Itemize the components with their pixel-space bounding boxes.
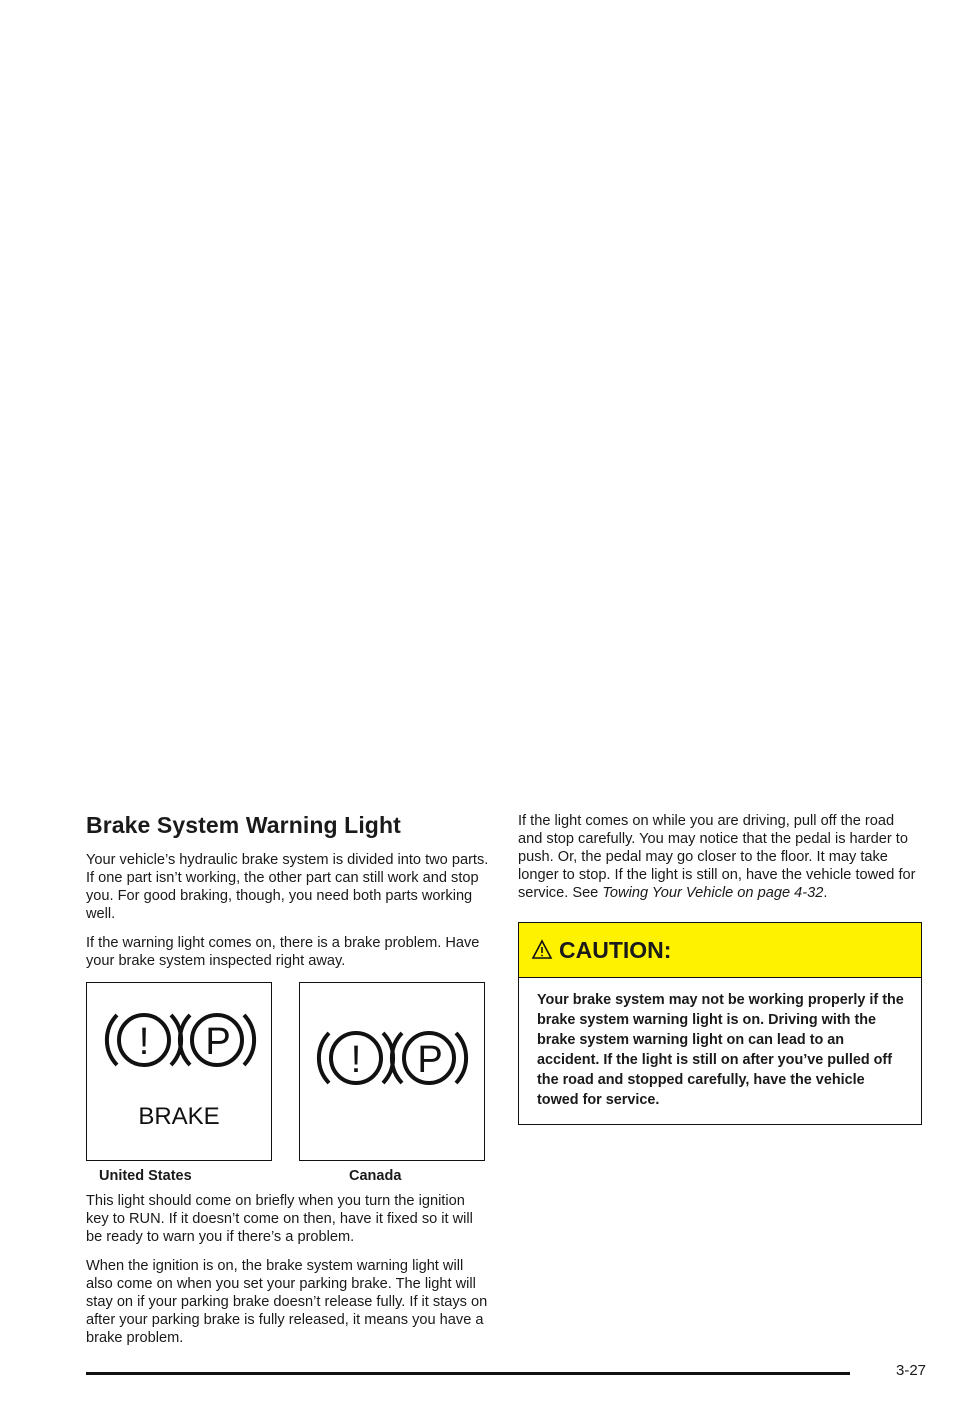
paragraph-intro: Your vehicle’s hydraulic brake system is divided into two parts. If one part isn’t working, the other part can still work and stop you. For good braking, though, you need both parts working well.	[86, 852, 489, 922]
warning-triangle-icon	[531, 939, 553, 961]
caption-united-states: United States	[99, 1168, 192, 1184]
exclaim-glyph: !	[350, 1039, 362, 1081]
brake-label: BRAKE	[138, 1103, 220, 1130]
footer-rule	[86, 1372, 850, 1375]
caution-box	[518, 922, 922, 1125]
caution-title: CAUTION:	[559, 936, 672, 963]
section-title: Brake System Warning Light	[86, 812, 401, 838]
brake-symbol-canada-icon	[300, 983, 483, 1159]
caption-canada: Canada	[349, 1168, 402, 1184]
left-column	[86, 812, 490, 1358]
caution-header	[519, 923, 921, 978]
brake-light-figures	[86, 982, 490, 1186]
page-number: 3-27	[896, 1362, 927, 1379]
paragraph-warning: If the warning light comes on, there is a brake problem. Have your brake system inspected right away.	[86, 935, 480, 969]
p-glyph: P	[205, 1021, 231, 1063]
figure-canada	[299, 982, 485, 1161]
p-glyph: P	[417, 1039, 443, 1081]
paragraph-driving-text: If the light comes on while you are driving, pull off the road and stop carefully. You may notice that the pedal is harder to push. Or, the pedal may go closer to the floor. It may take longer to stop. If the light is still on, have the vehicle towed for service. See	[518, 813, 916, 901]
figure-united-states	[86, 982, 272, 1161]
brake-symbol-us-icon	[87, 983, 270, 1159]
paragraph-parking-brake: When the ignition is on, the brake system warning light will also come on when you set your parking brake. The light will stay on if your parking brake doesn’t release fully. If it stays on after your parking brake is fully released, it means you have a brake problem.	[86, 1258, 488, 1346]
paragraph-driving-end: .	[823, 885, 828, 901]
right-column	[518, 812, 922, 1125]
towing-cross-reference-link[interactable]: Towing Your Vehicle on page 4-32	[602, 885, 824, 901]
exclaim-glyph: !	[138, 1021, 150, 1063]
paragraph-driving	[518, 812, 922, 902]
caution-body: Your brake system may not be working properly if the brake system warning light is on. Driving with the brake system warning light on can lead to an accident. If the light is still on after you’ve pulled off the road and stopped carefully, have the vehicle towed for service.	[537, 992, 904, 1108]
paragraph-ignition: This light should come on briefly when you turn the ignition key to RUN. If it doesn’t come on then, have it fixed so it will be ready to warn you if there’s a problem.	[86, 1193, 473, 1245]
